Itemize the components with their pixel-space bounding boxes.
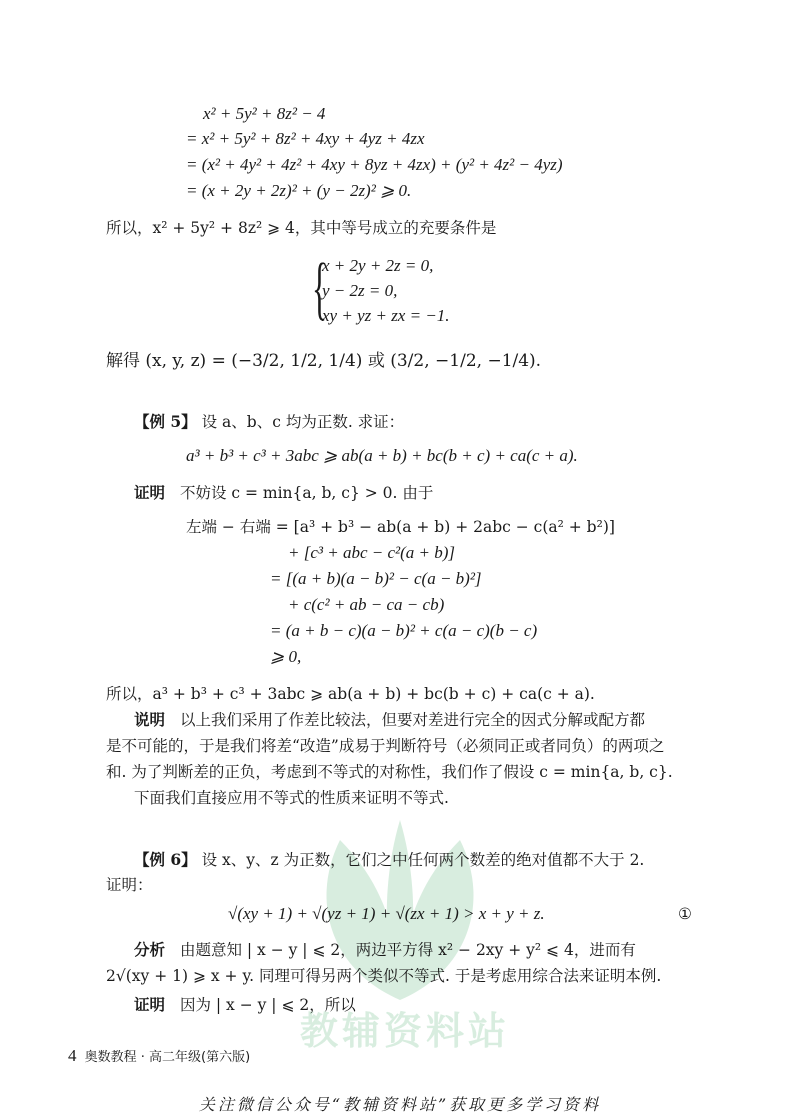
proof-line-4: + c(c² + ab − ca − cb) — [288, 595, 445, 614]
proof-2-heading — [134, 995, 356, 1015]
proof-label: 证明 — [134, 483, 166, 502]
example-6-statement: 设 x、y、z 为正数，它们之中任何两个数差的绝对值都不大于 2. — [201, 851, 645, 869]
note-line-2: 是不可能的，于是我们将差“改造”成易于判断符号（必须同正或者同负）的两项之 — [106, 737, 665, 755]
system-eq-2: y − 2z = 0, — [322, 281, 398, 300]
bottom-promo-note: 关注微信公众号“教辅资料站”获取更多学习资料 — [198, 1095, 602, 1114]
proof-2-text: 因为 | x − y | ⩽ 2，所以 — [179, 996, 356, 1014]
proof-2-label: 证明 — [134, 995, 166, 1014]
equation-number: ① — [678, 905, 692, 923]
proof-intro: 不妨设 c = min{a, b, c} > 0. 由于 — [179, 484, 434, 502]
proof-conclusion: 所以，a³ + b³ + c³ + 3abc ⩾ ab(a + b) + bc(b + c) + ca(c + a). — [106, 685, 595, 703]
example-6-label: 【例 6】 — [134, 850, 197, 869]
proof-line-5: = (a + b − c)(a − b)² + c(a − c)(b − c) — [270, 621, 538, 640]
proof-line-6: ⩾ 0, — [270, 647, 302, 666]
analysis-line-1 — [134, 940, 636, 960]
book-title: 奥数教程 · 高二年级(第六版) — [84, 1050, 251, 1065]
proof-line-1: 左端 − 右端 = [a³ + b³ − ab(a + b) + 2abc − c(a² + b²)] — [186, 518, 615, 536]
note-line-4: 下面我们直接应用不等式的性质来证明不等式. — [134, 789, 449, 807]
system-brace: { — [312, 250, 328, 327]
page-number: 4 — [68, 1046, 77, 1065]
derivation-line-1: x² + 5y² + 8z² − 4 — [203, 104, 326, 123]
proof-heading — [134, 483, 433, 503]
example-5-heading — [134, 412, 404, 432]
analysis-text-1: 由题意知 | x − y | ⩽ 2，两边平方得 x² − 2xy + y² ⩽ 4，进而有 — [179, 941, 636, 959]
derivation-line-3: = (x² + 4y² + 4z² + 4xy + 8yz + 4zx) + (y² + 4z² − 4yz) — [186, 155, 563, 174]
note-line-1 — [134, 710, 645, 730]
note-label: 说明 — [134, 710, 166, 729]
system-eq-3: xy + yz + zx = −1. — [322, 306, 450, 325]
watermark-text: 教辅资料站 — [300, 1009, 511, 1053]
note-text-1: 以上我们采用了作差比较法，但要对差进行完全的因式分解或配方都 — [179, 711, 645, 729]
example-5-inequality: a³ + b³ + c³ + 3abc ⩾ ab(a + b) + bc(b + c) + ca(c + a). — [186, 446, 578, 465]
analysis-line-2: 2√(xy + 1) ⩾ x + y. 同理可得另两个类似不等式. 于是考虑用综合法来证明本例. — [106, 967, 662, 985]
example-6-inequality: √(xy + 1) + √(yz + 1) + √(zx + 1) > x + y + z. — [228, 904, 545, 923]
example-6-prove: 证明： — [106, 876, 153, 894]
proof-line-2: + [c³ + abc − c²(a + b)] — [288, 543, 456, 562]
derivation-line-4: = (x + 2y + 2z)² + (y − 2z)² ⩾ 0. — [186, 181, 412, 200]
example-5-statement: 设 a、b、c 均为正数. 求证： — [201, 413, 405, 431]
proof-line-3: = [(a + b)(a − b)² − c(a − b)²] — [270, 569, 482, 588]
solution-line: 解得 (x, y, z) = (−3/2, 1/2, 1/4) 或 (3/2, −1/2, −1/4). — [106, 351, 542, 371]
example-6-heading — [134, 850, 644, 870]
system-eq-1: x + 2y + 2z = 0, — [322, 256, 434, 275]
conclusion-line: 所以，x² + 5y² + 8z² ⩾ 4，其中等号成立的充要条件是 — [106, 219, 497, 237]
example-5-label: 【例 5】 — [134, 412, 197, 431]
page-footer — [68, 1046, 250, 1066]
derivation-line-2: = x² + 5y² + 8z² + 4xy + 4yz + 4zx — [186, 129, 425, 148]
analysis-label: 分析 — [134, 940, 166, 959]
note-line-3: 和. 为了判断差的正负，考虑到不等式的对称性，我们作了假设 c = min{a, b, c}. — [106, 763, 673, 781]
